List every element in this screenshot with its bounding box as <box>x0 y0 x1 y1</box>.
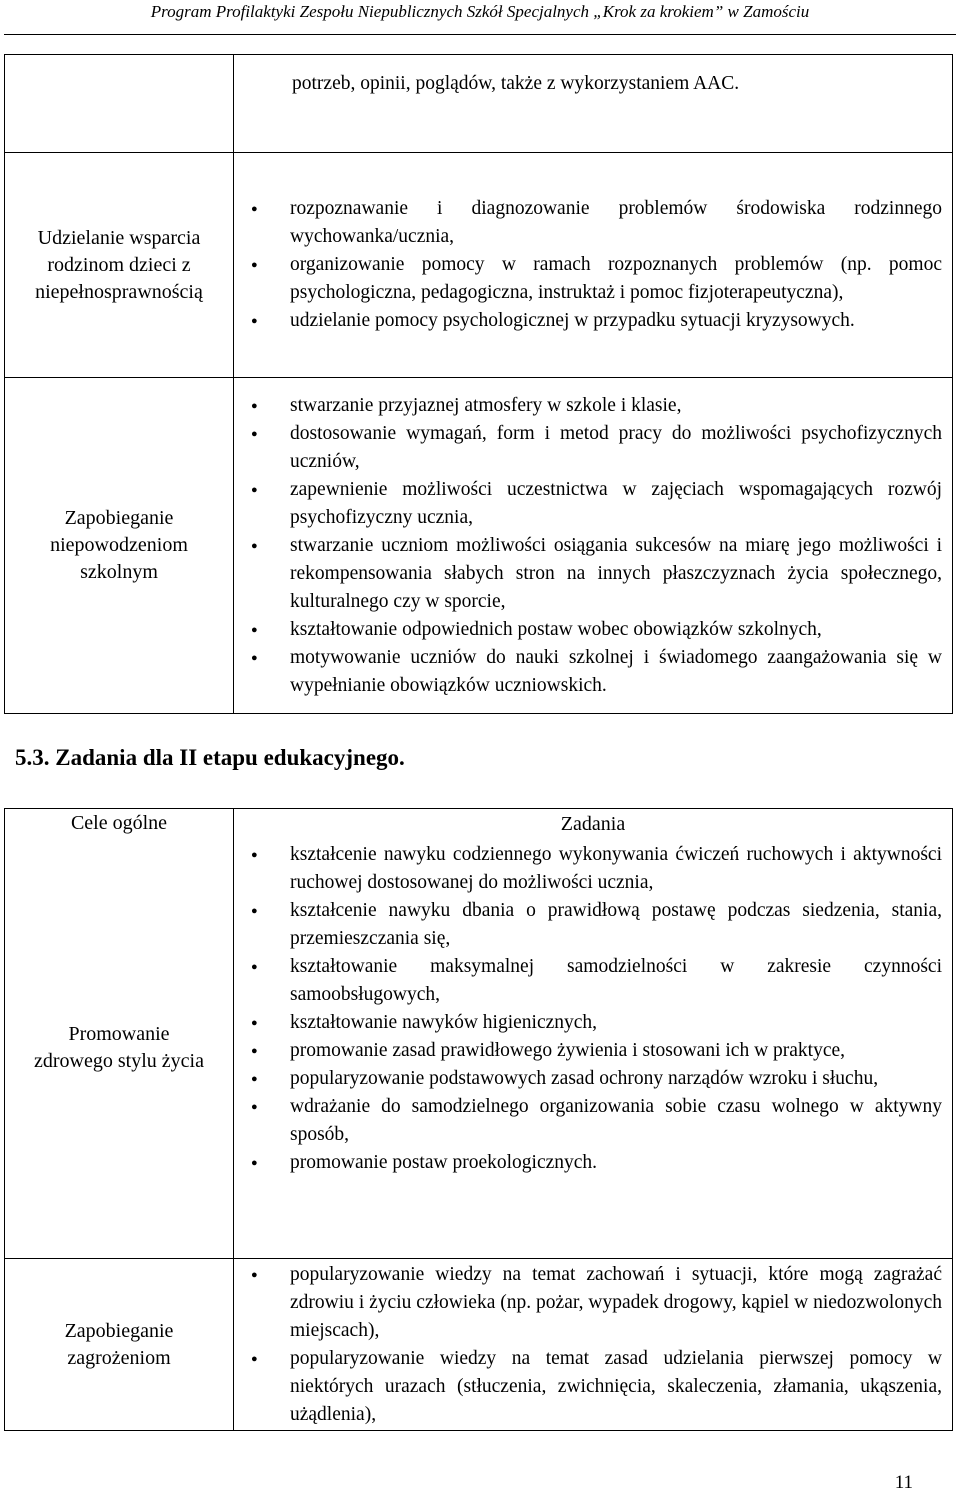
list-item: ● popularyzowanie wiedzy na temat zasad udzielania pierwszej pomocy w niektórych urazach (stłuczenia, zwichnięcia, skaleczenia, złamania, ukąszenia, użądlenia), <box>6 1345 942 1429</box>
goal-label-line: Zapobieganie <box>64 1319 174 1342</box>
table-row <box>5 378 953 714</box>
list-item: ● kształcenie nawyku dbania o prawidłową postawę podczas siedzenia, stania, przemieszczania się, <box>6 897 942 953</box>
goal-label-line: szkolnym <box>80 561 158 583</box>
table-row <box>5 1259 953 1431</box>
tasks-cell <box>234 153 953 378</box>
continuation-cell <box>234 55 953 153</box>
section-title: 5.3. Zadania dla II etapu edukacyjnego. <box>15 745 405 770</box>
tasks-cell <box>234 378 953 714</box>
list-item: ● promowanie postaw proekologicznych. <box>6 1149 942 1177</box>
table-row <box>5 55 953 153</box>
tasks-cell <box>234 1259 953 1431</box>
running-header: Program Profilaktyki Zespołu Niepublicznych Szkół Specjalnych „Krok za krokiem” w Zamościu <box>150 2 810 21</box>
list-item: ● udzielanie pomocy psychologicznej w przypadku sytuacji kryzysowych. <box>6 307 942 335</box>
goal-label-line: niepowodzeniom <box>50 534 188 556</box>
list-item: ● kształcenie nawyku codziennego wykonywania ćwiczeń ruchowych i aktywności ruchowej dostosowanej do możliwości ucznia, <box>6 841 942 897</box>
goal-label-line: rodzinom dzieci z <box>47 253 191 276</box>
task-list <box>234 839 952 1177</box>
list-item: ● kształtowanie odpowiednich postaw wobec obowiązków szkolnych, <box>6 616 942 644</box>
header-row <box>5 809 953 839</box>
list-item: ● zapewnienie możliwości uczestnictwa w zajęciach wspomagających rozwój psychofizyczny ucznia, <box>6 476 942 532</box>
column-header-tasks: Zadania <box>234 809 953 839</box>
list-item: ● promowanie zasad prawidłowego żywienia i stosowani ich w praktyce, <box>6 1037 942 1065</box>
task-list <box>234 392 952 700</box>
list-item: ● dostosowanie wymagań, form i metod pracy do możliwości psychofizycznych uczniów, <box>6 420 942 476</box>
tasks-cell <box>234 839 953 1259</box>
list-item: ● stwarzanie przyjaznej atmosfery w szkole i klasie, <box>6 392 942 420</box>
task-list <box>234 1261 952 1429</box>
list-item: ● rozpoznawanie i diagnozowanie problemów środowiska rodzinnego wychowanka/ucznia, <box>6 195 942 251</box>
list-item: ● popularyzowanie wiedzy na temat zachowań i sytuacji, które mogą zagrażać zdrowiu i życiu człowieka (np. pożar, wypadek drogowy, kąpiel w niedozwolonych miejscach), <box>6 1261 942 1345</box>
list-item: ● motywowanie uczniów do nauki szkolnej i świadomego zaangażowania się w wypełnianie obowiązków uczniowskich. <box>6 644 942 700</box>
goal-label-line: niepełnosprawnością <box>35 280 203 303</box>
goal-label-line: Promowanie <box>68 1023 170 1046</box>
header-rule <box>4 34 956 35</box>
table-row <box>5 839 953 1259</box>
list-item: ● kształtowanie maksymalnej samodzielności w zakresie czynności samoobsługowych, <box>6 953 942 1009</box>
goal-label-line: Udzielanie wsparcia <box>37 226 201 249</box>
table-row <box>5 153 953 378</box>
goal-label-line: zdrowego stylu życia <box>34 1050 204 1073</box>
table-continued <box>4 54 953 714</box>
tasks-table <box>4 808 953 1431</box>
continuation-text: potrzeb, opinii, poglądów, także z wykorzystaniem AAC. <box>292 73 740 94</box>
task-list <box>234 195 952 335</box>
list-item: ● organizowanie pomocy w ramach rozpoznanych problemów (np. pomoc psychologiczna, pedagogiczna, instruktaż i pomoc fizjoterapeutyczna), <box>6 251 942 307</box>
list-item: ● popularyzowanie podstawowych zasad ochrony narządów wzroku i słuchu, <box>6 1065 942 1093</box>
list-item: ● wdrażanie do samodzielnego organizowania sobie czasu wolnego w aktywny sposób, <box>6 1093 942 1149</box>
list-item: ● kształtowanie nawyków higienicznych, <box>6 1009 942 1037</box>
column-header-goals: Cele ogólne <box>5 809 234 839</box>
page-number: 11 <box>894 1472 913 1493</box>
goal-label-line: zagrożeniom <box>67 1346 171 1369</box>
list-item: ● stwarzanie uczniom możliwości osiągania sukcesów na miarę jego możliwości i rekompensowania słabych stron na innych płaszczyznach życia społecznego, kulturalnego czy w sporcie, <box>6 532 942 616</box>
goal-label-line: Zapobieganie <box>64 507 174 529</box>
